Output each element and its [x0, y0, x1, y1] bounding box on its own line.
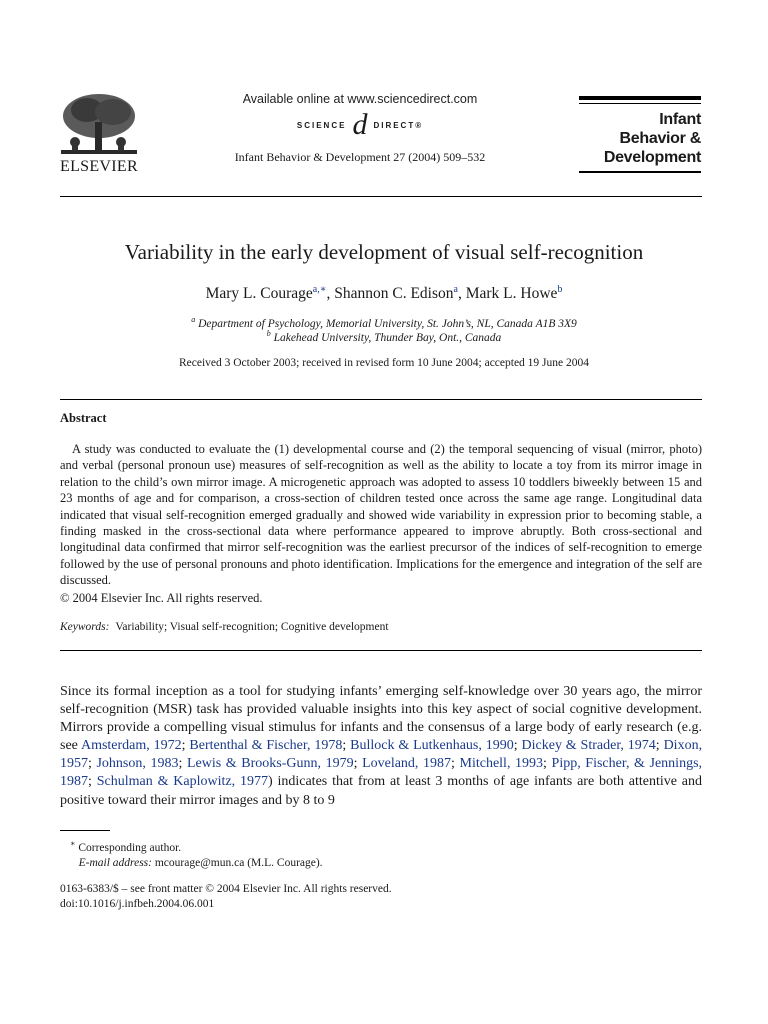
journal-rule-thin: [579, 103, 701, 104]
journal-name: [579, 110, 701, 167]
sd-right-word: DIRECT®: [373, 120, 424, 130]
author-name[interactable]: Shannon C. Edison: [334, 285, 454, 302]
citation-link[interactable]: Pipp, Fischer, & Jennings, 1987: [60, 756, 703, 790]
body-text-intro: Since its formal inception as a tool for studying infants’ emerging self-knowledge over 30 years ago, the mirror self-recognition (MSR) task has provided valuable insights into this key aspect of social cognitive development. Mirrors provide a compelling visual stimulus for infants and the consensus of a large body of early research (e.g. see: [60, 684, 702, 754]
citation-link[interactable]: Schulman & Kaplowitz, 1977: [96, 774, 268, 790]
sciencedirect-logo: [180, 110, 540, 140]
keywords: [60, 621, 389, 633]
front-matter: [60, 882, 392, 911]
article-title: Variability in the early development of visual self-recognition: [124, 240, 644, 264]
author-name[interactable]: Mary L. Courage: [205, 285, 313, 302]
abstract-top-rule: [60, 399, 702, 400]
received-dates: Received 3 October 2003; received in revised form 10 June 2004; accepted 19 June 2004: [178, 357, 590, 369]
body-paragraph: Since its formal inception as a tool for studying infants’ emerging self-knowledge over 30 years ago, the mirror self-recognition (MSR) task has provided valuable insights into this key aspect of social cognitive development. Mirrors provide a compelling visual stimulus for infants and the consensus of a large body of early research (e.g. see Amsterdam, 1972; Bertenthal & Fischer, 1978; Bullock & Lutkenhaus, 1990; Dickey & Strader, 1974; Dixon, 1957; Johnson, 1983; Lewis & Brooks-Gunn, 1979; Loveland, 1987; Mitchell, 1993; Pipp, Fischer, & Jennings, 1987; Schulman & Kaplowitz, 1977) indicates that from at least 3 months of age infants are both attentive and positive toward their mirror images and by 8 to 9: [60, 684, 703, 808]
keywords-list: Variability; Visual self-recognition; Cognitive development: [115, 621, 389, 633]
journal-rule-bottom: [579, 171, 701, 173]
abstract-body: [60, 441, 702, 589]
email-link[interactable]: mcourage@mun.ca (M.L. Courage).: [154, 856, 323, 869]
footnote: [70, 836, 323, 871]
journal-name-line: Behavior &: [619, 130, 701, 147]
author-sup[interactable]: a: [453, 283, 458, 295]
citation-link[interactable]: Amsterdam, 1972: [80, 738, 182, 754]
available-online[interactable]: Available online at www.sciencedirect.com: [242, 92, 478, 106]
keywords-label: Keywords:: [60, 621, 110, 633]
body-text-outro: ) indicates that from at least 3 months of age infants are both attentive and positive toward their mirror images and by 8 to 9: [60, 774, 702, 808]
author-sup[interactable]: b: [557, 283, 563, 295]
citation-link[interactable]: Bertenthal & Fischer, 1978: [189, 738, 343, 754]
issn-line: 0163-6383/$ – see front matter © 2004 Elsevier Inc. All rights reserved.: [60, 883, 392, 895]
elsevier-logo: [56, 92, 142, 176]
doi-line[interactable]: doi:10.1016/j.infbeh.2004.06.001: [60, 897, 215, 910]
citation-link[interactable]: Loveland, 1987: [362, 756, 452, 772]
affiliation-b: $^b$ Lakehead University, Thunder Bay, Ont., Canada: [266, 329, 502, 344]
citation-link[interactable]: Dixon, 1957: [60, 738, 703, 772]
author-sup[interactable]: a,∗: [312, 283, 327, 295]
journal-name-line: Infant: [659, 111, 701, 128]
journal-name-block: [579, 96, 701, 173]
sciencedirect-block: [180, 92, 540, 165]
citation-link[interactable]: Lewis & Brooks-Gunn, 1979: [186, 756, 354, 772]
author-list: Mary L. Courage$^{a,∗}$, Shannon C. Edison$^a$, Mark L. Howe$^b$: [205, 283, 563, 302]
footnote-email: E-mail address: mcourage@mun.ca (M.L. Courage).: [78, 856, 323, 869]
citation-link[interactable]: Dickey & Strader, 1974: [521, 738, 656, 754]
header-divider: [60, 196, 702, 197]
sd-left-word: SCIENCE: [296, 120, 347, 130]
abstract-text: A study was conducted to evaluate the (1) developmental course and (2) the temporal sequencing of visual (mirror, photo) and verbal (personal pronoun use) measures of self-recognition as well as the ability to locate a toy from its mirror image in relation to the child’s own mirror image. A microgenetic approach was adopted to assess 10 toddlers biweekly between 15 and 23 months of age and for comparison, a cross-section of children tested once across the same age range. Longitudinal data indicated that visual self-recognition emerged gradually and showed wide variability in expression prior to becoming stable, a finding masked in the cross-sectional data where performance appeared to improve abruptly. Both cross-sectional and longitudinal data confirmed that mirror self-recognition was the earliest precursor of the indices of self-recognition to emerge followed by the use of personal pronouns and photo identification. Implications for the emergence and integration of the self are discussed.: [60, 442, 702, 588]
citation-link[interactable]: Bullock & Lutkenhaus, 1990: [350, 738, 514, 754]
publisher-name: ELSEVIER: [60, 158, 138, 175]
abstract-heading: Abstract: [60, 411, 107, 425]
affiliations: [0, 317, 768, 345]
elsevier-tree-icon: [57, 92, 141, 158]
journal-rule-thick: [579, 96, 701, 100]
journal-citation: Infant Behavior & Development 27 (2004) 509–532: [234, 150, 486, 164]
citation-link[interactable]: Johnson, 1983: [96, 756, 179, 772]
affiliation-a: $^a$ Department of Psychology, Memorial University, St. John’s, NL, Canada A1B 3X9: [191, 315, 577, 330]
author-name[interactable]: Mark L. Howe: [465, 285, 558, 302]
footnote-corresponding: ∗ Corresponding author.: [70, 839, 182, 854]
sd-d-icon: d: [352, 108, 368, 141]
footnote-rule: [60, 830, 110, 831]
citation-link[interactable]: Mitchell, 1993: [459, 756, 544, 772]
journal-name-line: Development: [603, 149, 701, 166]
abstract-bottom-rule: [60, 650, 702, 651]
abstract-copyright: © 2004 Elsevier Inc. All rights reserved.: [60, 591, 263, 605]
